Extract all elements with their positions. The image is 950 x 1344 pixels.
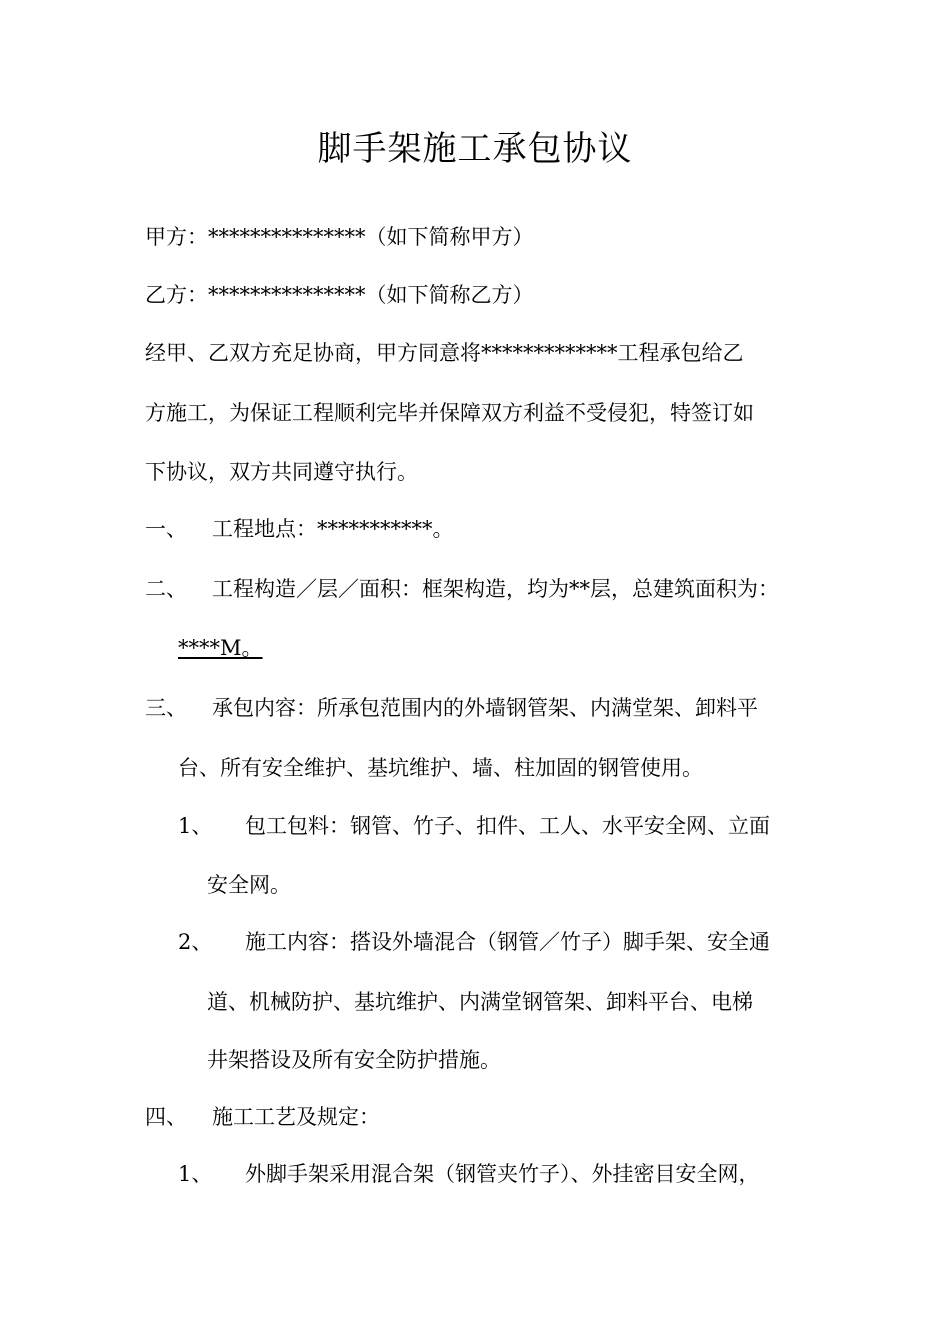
- section-2-number: 二、: [145, 577, 187, 601]
- section-4-number: 四、: [145, 1105, 187, 1129]
- preamble-line-1: 经甲、乙双方充足协商，甲方同意将*************工程承包给乙: [145, 341, 744, 365]
- item-3-1-number: 1、: [178, 814, 213, 838]
- item-3-2-text: 施工内容：搭设外墙混合（钢管／竹子）脚手架、安全通: [245, 930, 770, 954]
- preamble-line-3: 下协议，双方共同遵守执行。: [145, 460, 418, 484]
- section-4-text: 施工工艺及规定：: [212, 1105, 380, 1129]
- item-3-1-text: 包工包料：钢管、竹子、扣件、工人、水平安全网、立面: [245, 814, 770, 838]
- section-1-number: 一、: [145, 517, 187, 541]
- document-title: 脚手架施工承包协议: [317, 129, 633, 169]
- party-a-line: 甲方：***************（如下简称甲方）: [145, 225, 534, 249]
- party-b-line: 乙方：***************（如下简称乙方）: [145, 283, 534, 307]
- item-3-2-continuation-1: 道、机械防护、基坑维护、内满堂钢管架、卸料平台、电梯: [207, 990, 753, 1014]
- section-2-continuation: ****M。: [178, 636, 263, 660]
- item-3-1-continuation: 安全网。: [207, 873, 291, 897]
- section-3-text: 承包内容：所承包范围内的外墙钢管架、内满堂架、卸料平: [212, 696, 758, 720]
- preamble-line-2: 方施工，为保证工程顺利完毕并保障双方利益不受侵犯，特签订如: [145, 401, 754, 425]
- section-3-number: 三、: [145, 696, 187, 720]
- item-4-1-text: 外脚手架采用混合架（钢管夹竹子）、外挂密目安全网，: [245, 1162, 760, 1186]
- section-1-text: 工程地点：***********。: [212, 517, 454, 541]
- section-2-text: 工程构造／层／面积：框架构造，均为**层，总建筑面积为：: [212, 577, 779, 601]
- item-4-1-number: 1、: [178, 1162, 213, 1186]
- section-3-continuation: 台、所有安全维护、基坑维护、墙、柱加固的钢管使用。: [178, 756, 703, 780]
- item-3-2-number: 2、: [178, 930, 213, 954]
- item-3-2-continuation-2: 井架搭设及所有安全防护措施。: [207, 1048, 501, 1072]
